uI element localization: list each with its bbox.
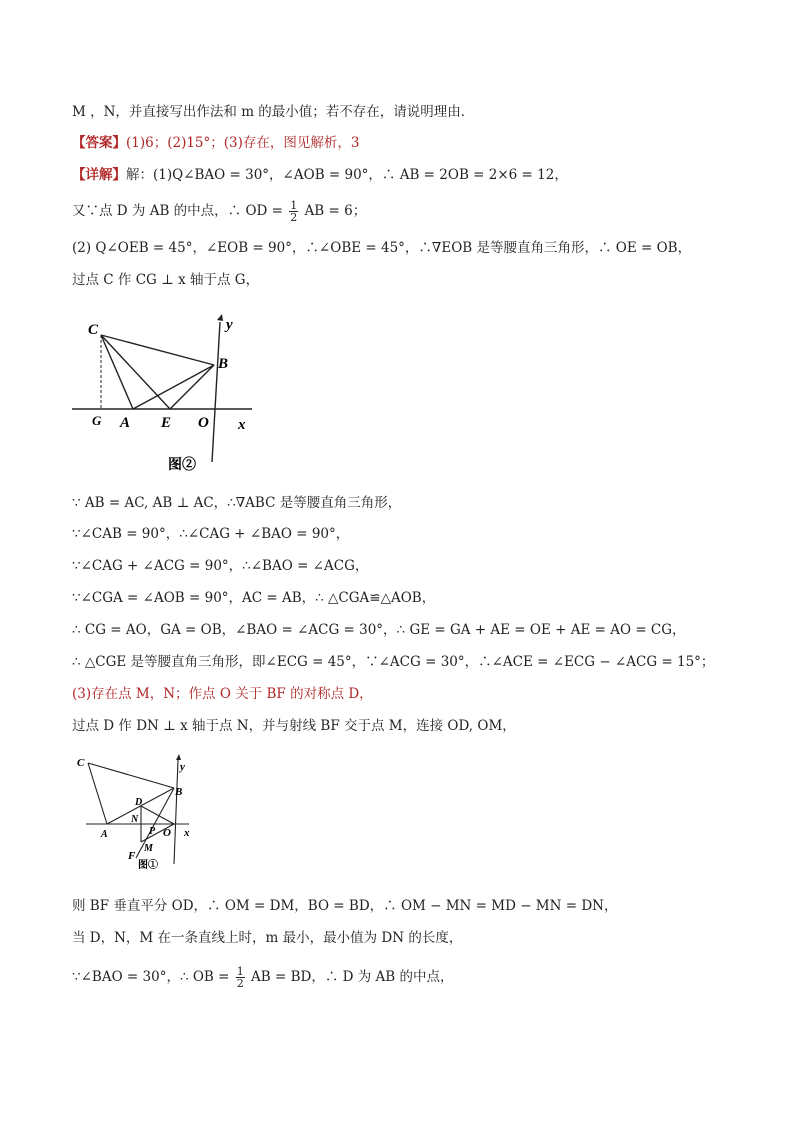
figure-1-caption: 图② xyxy=(168,458,196,473)
label-E: E xyxy=(161,415,172,431)
figure-2-caption: 图① xyxy=(138,860,158,869)
detail-line xyxy=(72,166,568,184)
y-axis xyxy=(212,322,220,462)
line-part2: (2) Q∠OEB = 45°，∠EOB = 90°，∴∠OBE = 45°，∴∇EOB 是等腰直角三角形，∴ OE = OB， xyxy=(72,240,692,256)
label-C: C xyxy=(77,757,85,769)
segment-EB xyxy=(170,365,214,409)
line-abc: ∵ AB = AC, AB ⊥ AC，∴∇ABC 是等腰直角三角形， xyxy=(72,495,402,511)
fraction-half-2: $\frac{1}{2}$ xyxy=(236,965,244,990)
label-G: G xyxy=(92,413,102,428)
figure-2 xyxy=(74,754,204,869)
segment-AB xyxy=(133,365,214,409)
label-x: x xyxy=(184,827,190,839)
label-O: O xyxy=(198,415,209,431)
segment-CA xyxy=(101,335,133,409)
detail-step1: 解：(1)Q∠BAO = 30°，∠AOB = 90°，∴ AB = 2OB = 2×6 = 12， xyxy=(126,167,568,183)
y-axis xyxy=(174,760,178,864)
line-od: 又∵点 D 为 AB 的中点，∴ OD = $\frac{1}{2}$ AB = 6； xyxy=(72,199,367,224)
line-cg-ao: ∴ CG = AO，GA = OB，∠BAO = ∠ACG = 30°，∴ GE = GA + AE = OE + AE = AO = CG， xyxy=(72,622,686,638)
label-F: F xyxy=(128,850,136,862)
y-arrow-icon xyxy=(176,754,181,760)
label-x: x xyxy=(238,417,246,433)
detail-tag: 【详解】 xyxy=(72,167,126,183)
segment-CB xyxy=(88,763,174,788)
label-A: A xyxy=(120,415,131,431)
line-congruent: ∵∠CGA = ∠AOB = 90°，AC = AB，∴ △CGA≌△AOB， xyxy=(72,590,436,606)
answer-tag: 【答案】 xyxy=(72,135,126,151)
line-bf: 则 BF 垂直平分 OD，∴ OM = DM，BO = BD，∴ OM − MN = MD − MN = DN， xyxy=(72,898,618,914)
label-y: y xyxy=(180,761,185,773)
label-B: B xyxy=(175,786,183,798)
label-A: A xyxy=(101,829,108,840)
label-N: N xyxy=(131,814,139,825)
segment-CA xyxy=(88,763,107,824)
label-B: B xyxy=(218,356,229,372)
label-M: M xyxy=(144,843,153,854)
line-intro: M ，N，并直接写出作法和 m 的最小值；若不存在，请说明理由． xyxy=(72,104,475,120)
line-min: 当 D，N，M 在一条直线上时，m 最小，最小值为 DN 的长度， xyxy=(72,930,463,946)
fraction-half: $\frac{1}{2}$ xyxy=(290,199,298,224)
label-y: y xyxy=(226,317,233,333)
answer-text: (1)6；(2)15°；(3)存在，图见解析，3 xyxy=(126,135,360,151)
answer-line xyxy=(72,134,359,152)
label-P: P xyxy=(149,826,156,837)
segment-CE xyxy=(101,335,170,409)
line-part3: (3)存在点 M，N；作点 O 关于 BF 的对称点 D， xyxy=(72,686,373,702)
line-cg: 过点 C 作 CG ⊥ x 轴于点 G， xyxy=(72,272,260,288)
label-D: D xyxy=(135,797,143,808)
segment-DO xyxy=(141,806,174,824)
line-ob: ∵∠BAO = 30°，∴ OB = $\frac{1}{2}$ AB = BD，∴ D 为 AB 的中点， xyxy=(72,965,454,990)
label-O: O xyxy=(163,827,171,839)
label-C: C xyxy=(88,322,99,338)
line-cab: ∵∠CAB = 90°，∴∠CAG + ∠BAO = 90°， xyxy=(72,526,350,542)
y-arrow-icon xyxy=(217,314,223,321)
figure-1 xyxy=(72,312,262,477)
line-cge: ∴ △CGE 是等腰直角三角形，即∠ECG = 45°，∵∠ACG = 30°，∴∠ACE = ∠ECG − ∠ACG = 15°； xyxy=(72,654,715,670)
line-cag: ∵∠CAG + ∠ACG = 90°，∴∠BAO = ∠ACG， xyxy=(72,558,369,574)
line-dn: 过点 D 作 DN ⊥ x 轴于点 N，并与射线 BF 交于点 M，连接 OD, OM， xyxy=(72,718,516,734)
segment-CB xyxy=(101,335,214,365)
